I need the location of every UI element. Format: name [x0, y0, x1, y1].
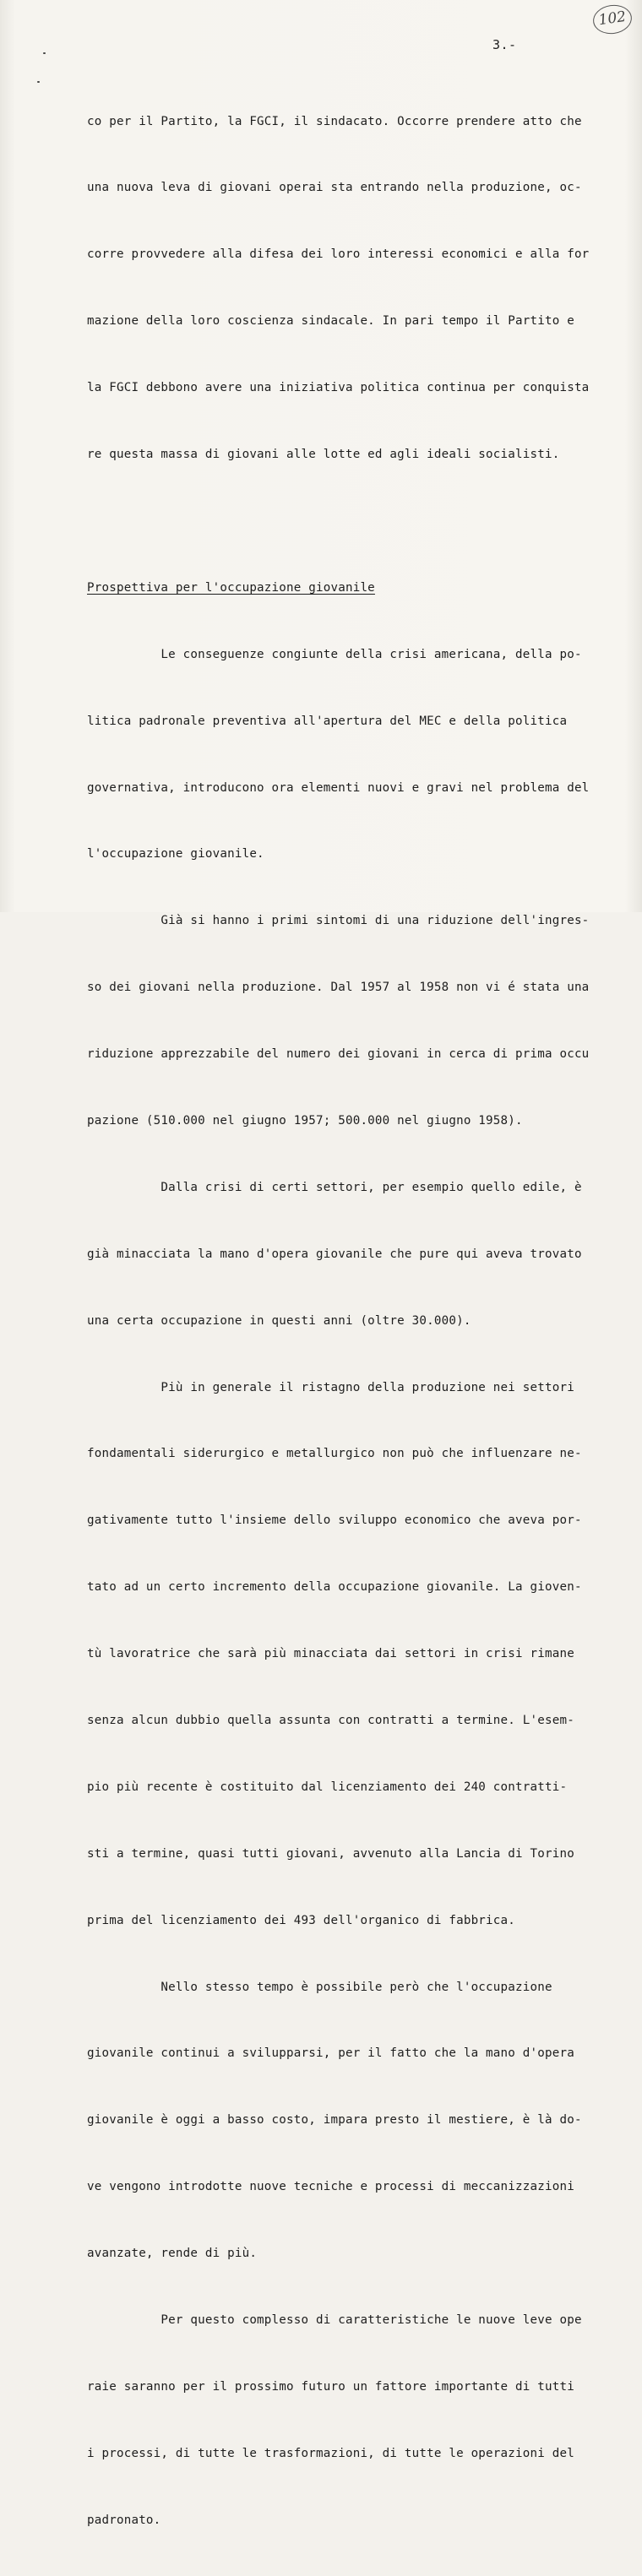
text-line: Nello stesso tempo è possibile però che l'occupazione: [87, 1980, 552, 1994]
paragraph-gap: [87, 510, 594, 532]
text-line: litica padronale preventiva all'apertura del MEC e della politica: [87, 714, 568, 728]
margin-mark: [43, 52, 46, 54]
section-heading: Prospettiva per l'occupazione giovanile: [87, 580, 375, 595]
page-number: 3.-: [492, 37, 517, 52]
text-line: prima del licenziamento dei 493 dell'organico di fabbrica.: [87, 1913, 516, 1927]
text-line: Per questo complesso di caratteristiche le nuove leve ope: [87, 2312, 582, 2327]
text-line: co per il Partito, la FGCI, il sindacato. Occorre prendere atto che: [87, 114, 582, 128]
text-line: corre provvedere alla difesa dei loro interessi economici e alla for: [87, 247, 590, 262]
archive-number-stamp: 102: [591, 3, 634, 36]
text-line: l'occupazione giovanile.: [87, 847, 264, 861]
text-line: Dalla crisi di certi settori, per esempio quello edile, è: [87, 1180, 582, 1194]
text-line: gativamente tutto l'insieme dello sviluppo economico che aveva por-: [87, 1514, 582, 1528]
text-line: una nuova leva di giovani operai sta entrando nella produzione, oc-: [87, 181, 582, 195]
text-line: ve vengono introdotte nuove tecniche e processi di meccanizzazioni: [87, 2180, 574, 2194]
text-line: so dei giovani nella produzione. Dal 1957 al 1958 non vi é stata una: [87, 981, 590, 995]
text-line: governativa, introducono ora elementi nuovi e gravi nel problema del: [87, 780, 590, 795]
text-line: la FGCI debbono avere una iniziativa politica continua per conquista: [87, 381, 590, 395]
text-line: giovanile è oggi a basso costo, impara presto il mestiere, è là do-: [87, 2113, 582, 2128]
text-line: una certa occupazione in questi anni (oltre 30.000).: [87, 1313, 471, 1328]
text-line: fondamentali siderurgico e metallurgico non può che influenzare ne-: [87, 1447, 582, 1461]
text-line: pio più recente è costituito dal licenziamento dei 240 contratti-: [87, 1780, 568, 1794]
text-line: Le conseguenze congiunte della crisi americana, della po-: [87, 647, 582, 661]
text-line: avanzate, rende di più.: [87, 2247, 258, 2261]
text-line: sti a termine, quasi tutti giovani, avvenuto alla Lancia di Torino: [87, 1846, 574, 1861]
text-line: tato ad un certo incremento della occupazione giovanile. La gioven-: [87, 1580, 582, 1595]
text-line: giovanile continui a svilupparsi, per il fatto che la mano d'opera: [87, 2046, 574, 2061]
text-line: già minacciata la mano d'opera giovanile che pure qui aveva trovato: [87, 1247, 582, 1261]
text-line: mazione della loro coscienza sindacale. In pari tempo il Partito e: [87, 314, 574, 329]
body-text: [87, 66, 594, 2576]
text-line: padronato.: [87, 2513, 161, 2527]
text-line: senza alcun dubbio quella assunta con contratti a termine. L'esem-: [87, 1713, 574, 1727]
text-line: tù lavoratrice che sarà più minacciata dai settori in crisi rimane: [87, 1647, 574, 1661]
text-line: re questa massa di giovani alle lotte ed agli ideali socialisti.: [87, 448, 560, 462]
text-line: i processi, di tutte le trasformazioni, di tutte le operazioni del: [87, 2446, 574, 2460]
text-line: Più in generale il ristagno della produzione nei settori: [87, 1380, 574, 1394]
text-line: Già si hanno i primi sintomi di una riduzione dell'ingres-: [87, 914, 590, 928]
text-line: riduzione apprezzabile del numero dei giovani in cerca di prima occu: [87, 1047, 590, 1062]
margin-mark: [37, 81, 40, 83]
text-line: raie saranno per il prossimo futuro un fattore importante di tutti: [87, 2379, 574, 2394]
text-line: pazione (510.000 nel giugno 1957; 500.000 nel giugno 1958).: [87, 1113, 523, 1128]
